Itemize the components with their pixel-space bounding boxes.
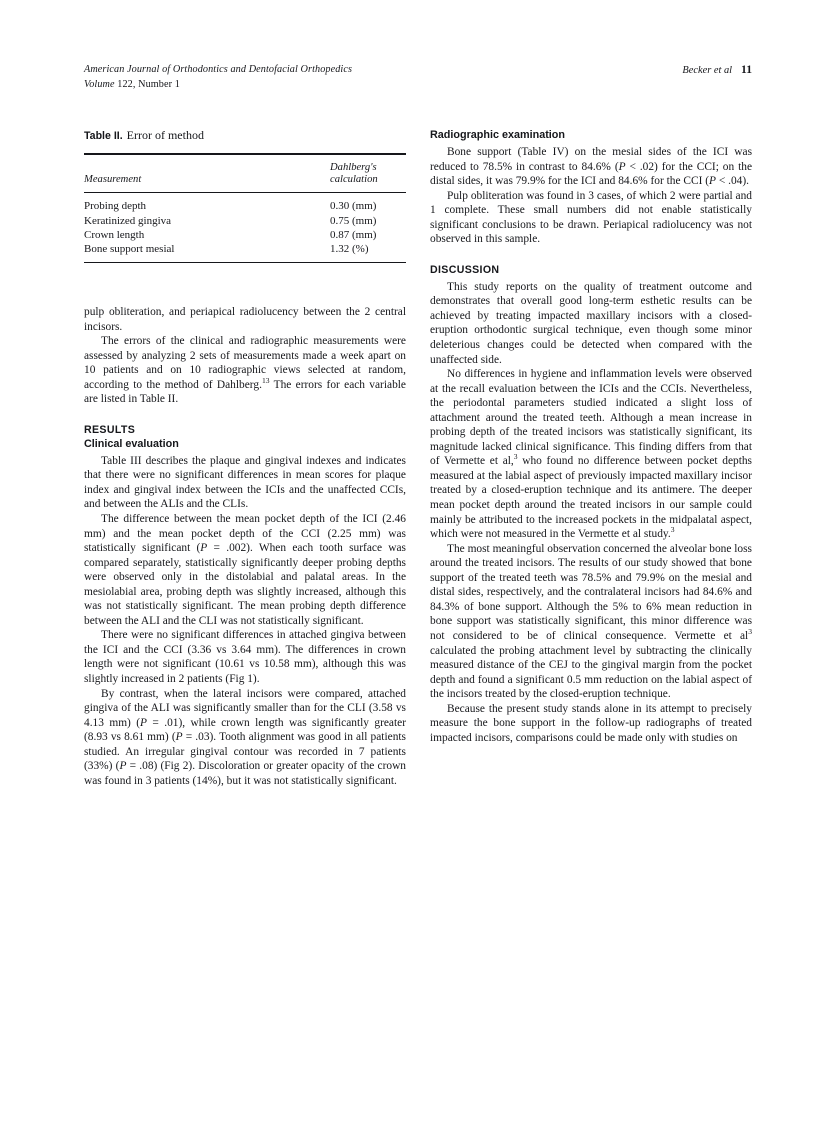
table-2-label: Table II. (84, 130, 123, 142)
table-2-col-dahlberg-line1: Dahlberg's (330, 161, 377, 173)
reference-marker: 3 (513, 452, 518, 462)
running-head-authors-page (682, 62, 752, 78)
table-cell-value: 0.75 (mm) (330, 214, 377, 227)
table-2-body (84, 193, 406, 262)
paragraph (430, 145, 752, 189)
right-column (430, 128, 752, 745)
journal-volume-issue (84, 77, 352, 92)
p-value-symbol: P (709, 175, 716, 188)
table-cell-value: 1.32 (%) (330, 242, 369, 255)
paragraph-text: The errors for each variable are listed in Table II. (84, 378, 406, 406)
table-2-col-measurement: Measurement (84, 174, 142, 186)
spacer (430, 247, 752, 263)
table-2-caption (84, 128, 406, 143)
paragraph-text: calculated the probing attachment level by subtracting the clinically measured distance of the CEJ to the gingival margin from the pocket depth and found a significant 0.5 mm reduction on the labial aspect of the incisors treated by the closed-eruption technique. (430, 644, 752, 701)
heading-clinical-evaluation: Clinical evaluation (84, 437, 179, 450)
p-value-symbol: P (119, 760, 127, 773)
paragraph-text: The difference between the mean pocket depth of the ICI (2.46 mm) and the mean pocket depth of the CCI (2.25 mm) was statistically significant ( (84, 513, 406, 555)
paragraph-text: = .01), while crown length was significantly greater (8.93 vs 8.61 mm) ( (84, 716, 407, 744)
paragraph-text: = .03). Tooth alignment was good in all patients studied. An irregular gingival contour was recorded in 7 patients (33%) ( (84, 731, 406, 773)
paragraph (430, 367, 752, 542)
table-row (84, 193, 406, 213)
table-row (84, 242, 406, 262)
paragraph (84, 687, 406, 789)
table-row (84, 228, 406, 242)
table-2-body-table (84, 193, 406, 262)
page-number: 11 (741, 63, 752, 76)
heading-radiographic-examination: Radiographic examination (430, 129, 565, 141)
table-2-block (84, 128, 406, 263)
p-value-symbol: P (140, 716, 148, 729)
reference-marker: 13 (261, 375, 270, 385)
table-2 (84, 155, 406, 192)
table-cell-measurement: Keratinized gingiva (84, 214, 172, 227)
paragraph: pulp obliteration, and periapical radiolucency between the 2 central incisors. (84, 306, 406, 333)
paragraph-text: By contrast, when the lateral incisors were compared, attached gingiva of the ALI was significantly smaller than for the CLI (3.58 vs 4.13 mm) ( (84, 687, 406, 729)
reference-marker: 3 (670, 525, 675, 535)
p-value-symbol: P (618, 160, 626, 173)
table-bottom-rule (84, 262, 406, 263)
table-2-title: Error of method (126, 128, 204, 142)
table-cell-measurement: Bone support mesial (84, 242, 175, 255)
running-head-journal (84, 62, 352, 92)
paragraph-text: = .002). When each tooth surface was compared separately, statistically significantly deeper probing depths were observed only in the distolabial and palatal areas. In the mesiolabial area, probing depth was slightly increased, although this was not statistically significant. The mean probing depth difference between the ALI and the CLI was not statistically significant. (84, 542, 406, 627)
table-2-col-dahlberg (330, 155, 406, 192)
paragraph: There were no significant differences in attached gingiva between the ICI and the CCI (3.36 vs 3.64 mm). The differences in crown length were not significant (10.61 vs 10.58 mm), although this was slightly increased in 2 patients (Fig 1). (84, 629, 406, 686)
left-column (84, 305, 406, 788)
volume-label: Volume (84, 79, 115, 90)
paragraph (84, 512, 406, 628)
paragraph: Pulp obliteration was found in 3 cases, of which 2 were partial and 1 complete. These small numbers did not enable statistically significant conclusions to be drawn. Periapical radiolucency was not observed in this sample. (430, 189, 752, 246)
paragraph-text: who found no difference between pocket depths measured at the labial aspect of previously impacted maxillary incisor treated by a closed-eruption technique and its antimere. The deeper mean pocket depth around the treated incisors in our sample could mainly be attributed to the increased pockets in the midpalatal aspect, which were not measured in the Vermette et al study. (430, 455, 752, 541)
paragraph-text: The errors of the clinical and radiographic measurements were assessed by analyzing 2 sets of measurements made a week apart on 10 patients and on 10 radiographic views selected at random, according to the method of Dahlberg. (84, 335, 406, 391)
paragraph: This study reports on the quality of treatment outcome and demonstrates that overall good long-term esthetic results can be achieved by treating impacted maxillary incisors with a closed-eruption orthodontic surgical technique, even though some minor deleterious changes could be detected when compared with the unaffected side. (430, 280, 752, 366)
p-value-symbol: P (175, 731, 183, 744)
paragraph-text: The most meaningful observation concerned the alveolar bone loss around the treated incisors. The results of our study showed that bone support of the treated teeth was 78.5% and 79.9% on the mesial and distal sides, respectively, and the contralateral incisors had 84.6% and 84.3% of bone support. Although the 5% to 6% mean reduction in bone support was statistically significant, this minor difference was not considered to be of clinical consequence. Vermette et al (430, 542, 752, 642)
paragraph-text: = .08) (Fig 2). Discoloration or greater opacity of the crown was found in 3 patients (14%), but it was not statistically significant. (84, 760, 406, 787)
table-cell-value: 0.30 (mm) (330, 200, 377, 213)
running-head (84, 62, 752, 96)
heading-results: RESULTS (84, 423, 136, 436)
table-row (84, 214, 406, 228)
reference-marker: 3 (748, 627, 752, 637)
paragraph: Table III describes the plaque and gingival indexes and indicates that there were no significant differences in mean scores for plaque index and gingival index between the ICIs and the unaffected CCIs, and between the ALIs and the CLIs. (84, 454, 406, 511)
table-cell-measurement: Probing depth (84, 200, 147, 213)
table-cell-value: 0.87 (mm) (330, 228, 377, 241)
journal-title: American Journal of Orthodontics and Dentofacial Orthopedics (84, 64, 353, 75)
heading-discussion: DISCUSSION (430, 263, 500, 276)
paragraph (430, 542, 752, 702)
paragraph (84, 334, 406, 407)
paragraph-text: < .04). (716, 175, 749, 188)
volume-number: 122, Number 1 (117, 79, 180, 90)
paragraph-text: Bone support (Table IV) on the mesial sides of the ICI was reduced to 78.5% in contrast to 84.6% ( (430, 146, 752, 173)
paragraph-text: No differences in hygiene and inflammation levels were observed at the recall evaluation between the ICIs and the CCIs. Nevertheless, the periodontal parameters studied indicated a slight loss of attachment around the treated teeth. Although a mean increase in probing depth of the treated incisors was statistically significant, its magnitude lacked clinical significance. This finding differs from that of Vermette et al, (430, 368, 752, 468)
spacer (84, 407, 406, 423)
p-value-symbol: P (200, 542, 208, 555)
paragraph-text: < .02) for the CCI; on the distal sides, it was 79.9% for the ICI and 84.6% for the CCI ( (430, 160, 752, 188)
authors-label: Becker et al (682, 65, 733, 76)
table-2-col-dahlberg-line2: calculation (330, 174, 378, 186)
table-cell-measurement: Crown length (84, 228, 145, 241)
table-2-head (84, 155, 406, 192)
paragraph: Because the present study stands alone in its attempt to precisely measure the bone support in the follow-up radiographs of treated impacted incisors, comparisons could be made only with studies on (430, 702, 752, 744)
